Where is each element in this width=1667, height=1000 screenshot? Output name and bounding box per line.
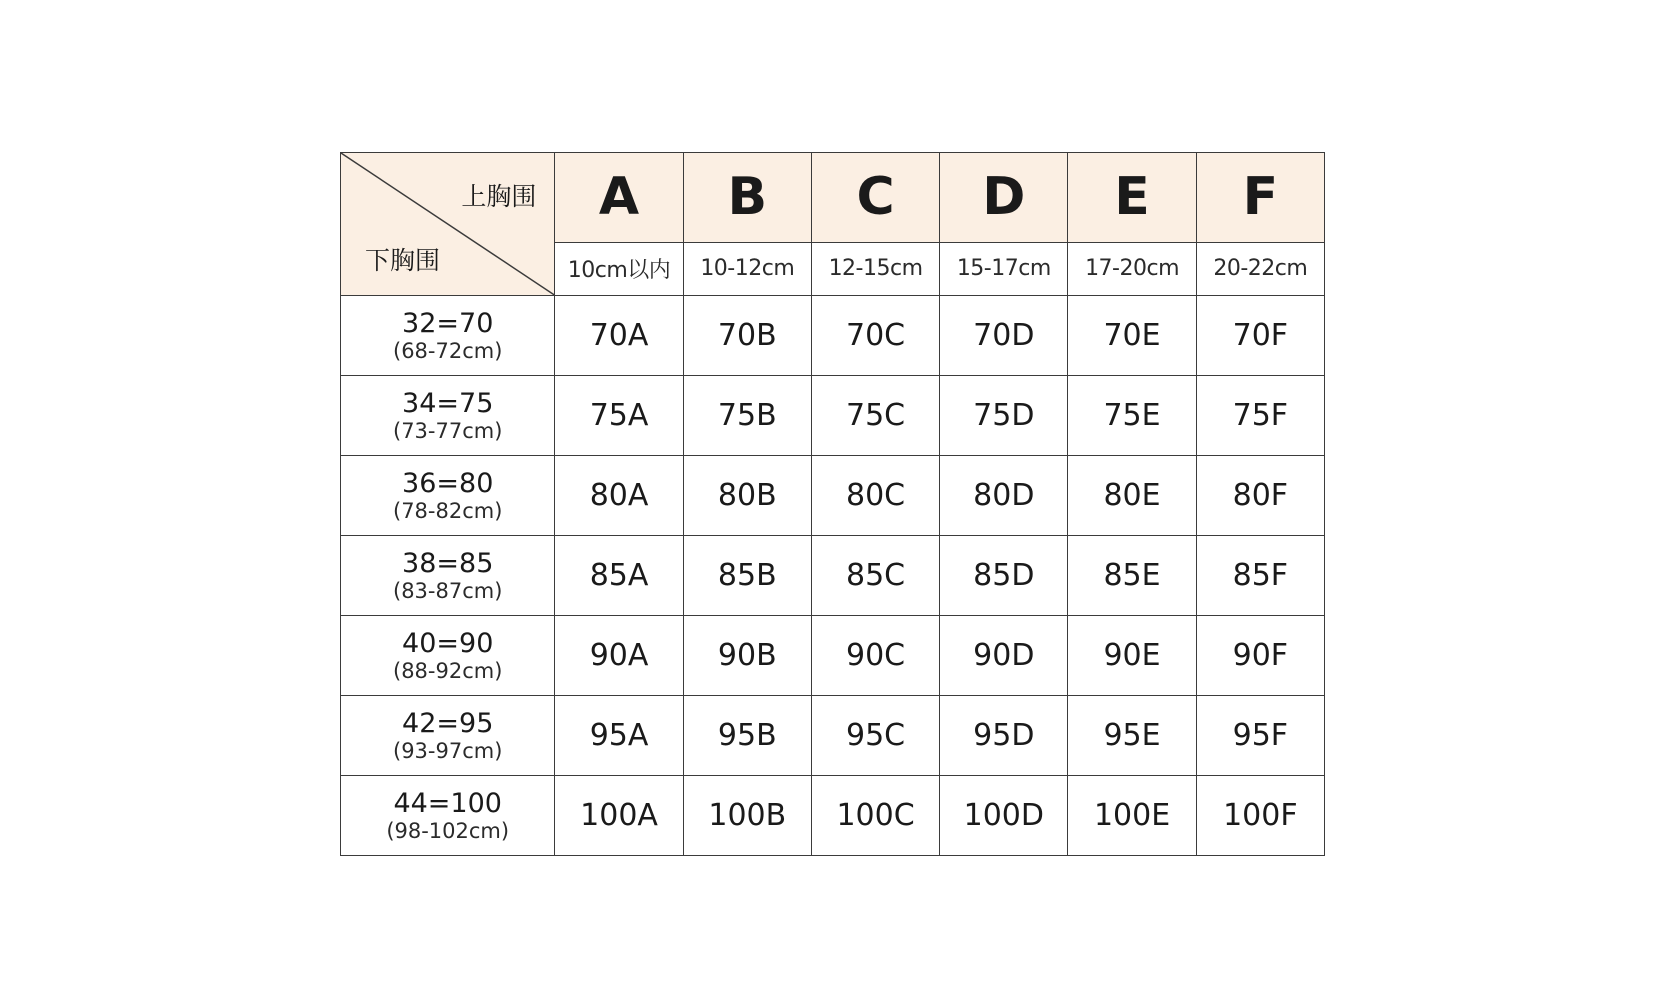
size-cell: 75D <box>940 376 1068 456</box>
size-table-body <box>341 296 1325 856</box>
cup-letter-header: D <box>940 153 1068 243</box>
size-cell: 95E <box>1068 696 1196 776</box>
underbust-range-label: (68-72cm) <box>393 338 503 363</box>
size-cell: 70B <box>683 296 811 376</box>
cup-range-header: 20-22cm <box>1196 242 1324 295</box>
band-size-label: 34=75 <box>402 387 494 419</box>
size-cell: 95A <box>555 696 683 776</box>
size-cell: 85A <box>555 536 683 616</box>
cup-letter-header: E <box>1068 153 1196 243</box>
band-size-cell <box>341 376 555 456</box>
size-cell: 80E <box>1068 456 1196 536</box>
cup-letter-header: B <box>683 153 811 243</box>
size-cell: 80D <box>940 456 1068 536</box>
size-cell: 100A <box>555 776 683 856</box>
size-cell: 90B <box>683 616 811 696</box>
table-row <box>341 456 1325 536</box>
size-cell: 95F <box>1196 696 1324 776</box>
size-cell: 75B <box>683 376 811 456</box>
table-row <box>341 536 1325 616</box>
bra-size-table <box>340 152 1325 856</box>
band-size-label: 32=70 <box>402 307 494 339</box>
size-cell: 95D <box>940 696 1068 776</box>
size-cell: 75A <box>555 376 683 456</box>
cup-range-header: 10cm以内 <box>555 242 683 295</box>
size-cell: 90C <box>811 616 939 696</box>
underbust-range-label: (98-102cm) <box>386 818 510 843</box>
size-cell: 95B <box>683 696 811 776</box>
size-cell: 100D <box>940 776 1068 856</box>
band-size-cell <box>341 296 555 376</box>
upper-bust-label: 上胸围 <box>461 182 537 211</box>
band-size-cell <box>341 536 555 616</box>
size-cell: 85E <box>1068 536 1196 616</box>
underbust-range-label: (78-82cm) <box>393 498 503 523</box>
band-size-label: 42=95 <box>402 707 494 739</box>
corner-header-cell <box>341 153 555 296</box>
size-cell: 70E <box>1068 296 1196 376</box>
band-size-label: 44=100 <box>393 787 502 819</box>
size-cell: 80F <box>1196 456 1324 536</box>
underbust-range-label: (83-87cm) <box>393 578 503 603</box>
table-row <box>341 776 1325 856</box>
size-cell: 70A <box>555 296 683 376</box>
size-cell: 90D <box>940 616 1068 696</box>
band-size-label: 38=85 <box>402 547 494 579</box>
size-cell: 75E <box>1068 376 1196 456</box>
size-cell: 100F <box>1196 776 1324 856</box>
size-cell: 100C <box>811 776 939 856</box>
size-cell: 70D <box>940 296 1068 376</box>
size-cell: 80C <box>811 456 939 536</box>
size-cell: 75C <box>811 376 939 456</box>
band-size-cell <box>341 776 555 856</box>
size-cell: 100B <box>683 776 811 856</box>
size-cell: 85C <box>811 536 939 616</box>
underbust-range-label: (93-97cm) <box>393 738 503 763</box>
size-cell: 70F <box>1196 296 1324 376</box>
cup-letter-header: F <box>1196 153 1324 243</box>
cup-range-header: 10-12cm <box>683 242 811 295</box>
size-cell: 85B <box>683 536 811 616</box>
size-cell: 75F <box>1196 376 1324 456</box>
band-size-cell <box>341 696 555 776</box>
size-cell: 85F <box>1196 536 1324 616</box>
size-cell: 80B <box>683 456 811 536</box>
cup-range-header: 12-15cm <box>811 242 939 295</box>
underbust-label: 下胸围 <box>365 246 441 275</box>
band-size-label: 40=90 <box>402 627 494 659</box>
size-cell: 95C <box>811 696 939 776</box>
size-cell: 90E <box>1068 616 1196 696</box>
size-cell: 70C <box>811 296 939 376</box>
size-cell: 90F <box>1196 616 1324 696</box>
cup-letter-header: A <box>555 153 683 243</box>
size-cell: 80A <box>555 456 683 536</box>
cup-range-header: 15-17cm <box>940 242 1068 295</box>
table-row <box>341 696 1325 776</box>
size-cell: 90A <box>555 616 683 696</box>
table-row <box>341 296 1325 376</box>
table-row <box>341 376 1325 456</box>
cup-letter-row <box>341 153 1325 243</box>
underbust-range-label: (73-77cm) <box>393 418 503 443</box>
band-size-cell <box>341 456 555 536</box>
cup-letter-header: C <box>811 153 939 243</box>
size-cell: 100E <box>1068 776 1196 856</box>
cup-range-header: 17-20cm <box>1068 242 1196 295</box>
underbust-range-label: (88-92cm) <box>393 658 503 683</box>
band-size-label: 36=80 <box>402 467 494 499</box>
size-cell: 85D <box>940 536 1068 616</box>
band-size-cell <box>341 616 555 696</box>
table-row <box>341 616 1325 696</box>
